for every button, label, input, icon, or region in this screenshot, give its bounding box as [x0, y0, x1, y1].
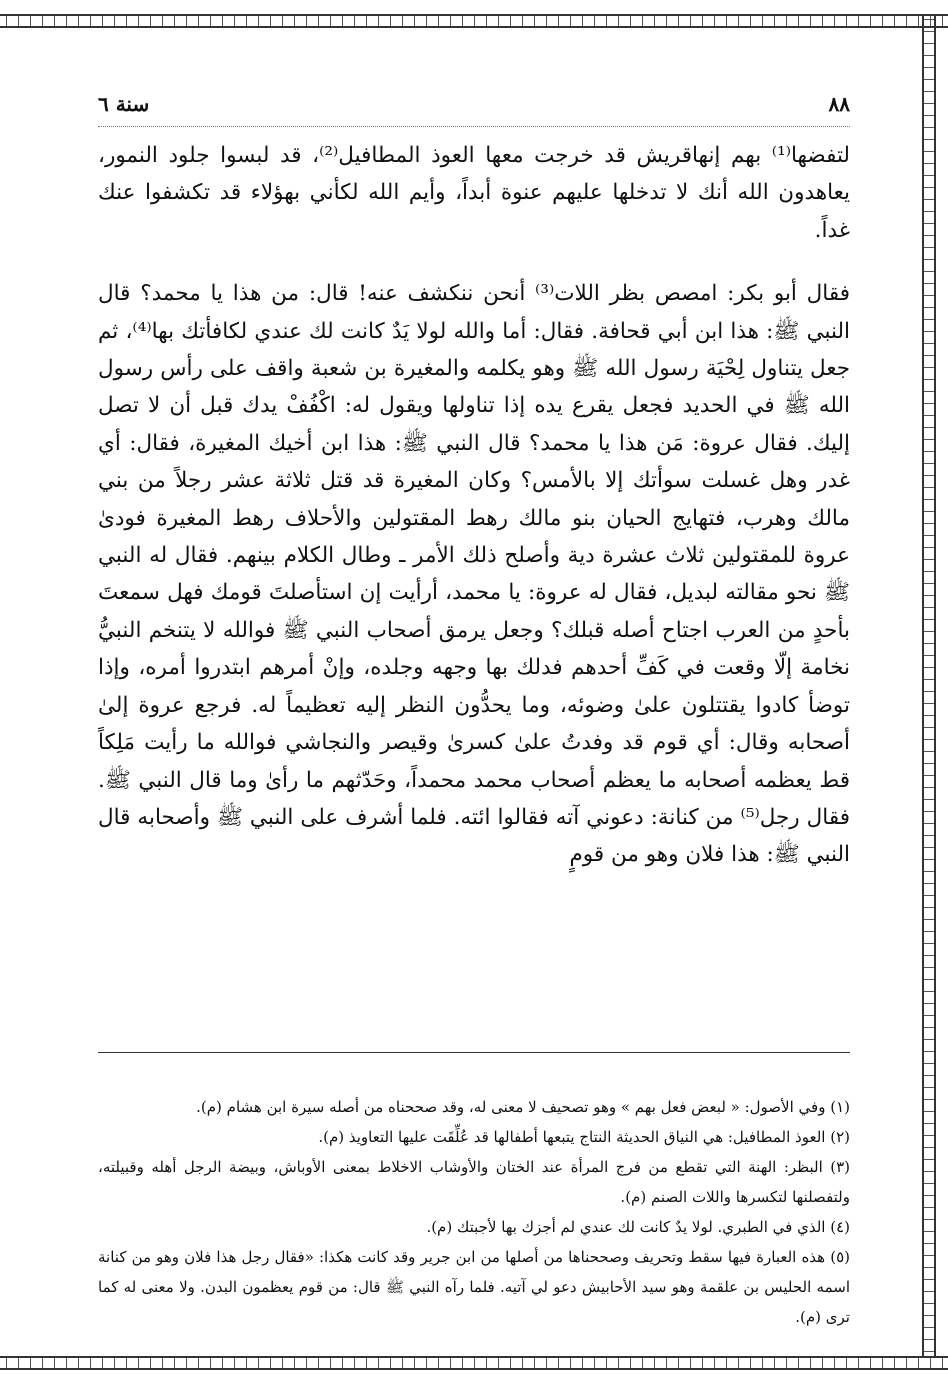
footnote: (٢) العوذ المطافيل: هي النياق الحديثة النتاج يتبعها أطفالها قد عُلِّقَت عليها التعاويذ (م). — [318, 1128, 850, 1146]
page-border-top — [0, 14, 948, 28]
footnote: (٤) الذي في الطبري. لولا يدٌ كانت لك عندي لم أجزك بها لأجبتك (م). — [426, 1218, 850, 1236]
footnote: (٣) البظر: الهنة التي تقطع من فرج المرأة عند الختان والأوشاب الاخلاط بمعنى الأوباش، وبيضة الرجل أهله وقبيلته، ولتفصلنها لتكسرها واللات الصنم (م). — [98, 1158, 850, 1206]
footnote: (١) وفي الأصول: « لبعض فعل بهم » وهو تصحيف لا معنى له، وقد صححناه من أصله سيرة ابن هشام (م). — [196, 1098, 850, 1116]
page-header — [98, 92, 850, 127]
page-border-bottom — [0, 1356, 948, 1370]
running-title: سنة ٦ — [98, 92, 150, 116]
page-number: ٨٨ — [828, 92, 850, 116]
page-content — [98, 92, 850, 1326]
paragraph: فقال أبو بكر: امصص بظر اللات⁽³⁾ أنحن ننكشف عنه! قال: من هذا يا محمد؟ قال النبي ﷺ: هذا ابن أبي قحافة. فقال: أما والله لولا يَدٌ كانت لك عندي لكافأتك بها⁽⁴⁾، ثم جعل يتناول لِحْيَة رسول الله ﷺ وهو يكلمه والمغيرة بن شعبة واقف على رأس رسول الله ﷺ في الحديد فجعل يقرع يده إذا تناولها ويقول له: اكْفُفْ يدك قبل أن لا تصل إليك. فقال عروة: مَن هذا يا محمد؟ قال النبي ﷺ: هذا ابن أخيك المغيرة، فقال: أي غدر وهل غسلت سوأتك إلا بالأمس؟ وكان المغيرة قد قتل ثلاثة عشر رجلاً من بني مالك وهرب، فتهايج الحيان بنو مالك رهط المقتولين والأحلاف رهط المغيرة فودىٰ عروة للمقتولين ثلاث عشرة دية وأصلح ذلك الأمر ـ وطال الكلام بينهم. فقال له النبي ﷺ نحو مقالته لبديل، فقال له عروة: يا محمد، أرأيت إن استأصلتَ قومك فهل سمعتَ بأحدٍ من العرب اجتاح أصله قبلك؟ وجعل يرمق أصحاب النبي ﷺ فوالله لا يتنخم النبيُّ نخامة إلّا وقعت في كَفِّ أحدهم فدلك بها وجهه وجلده، وإنْ أمرهم ابتدروا أمره، وإذا توضأ كادوا يقتتلون علىٰ وضوئه، وما يحدُّون النظر إليه تعظيماً له. فرجع عروة إلىٰ أصحابه وقال: أي قوم قد وفدتُ علىٰ كسرىٰ وقيصر والنجاشي فوالله ما رأيت مَلِكاً قط يعظمه أصحابه ما يعظم أصحاب محمد محمداً، وحَدّثهم ما رأىٰ وما قال النبي ﷺ. فقال رجل⁽⁵⁾ من كنانة: دعوني آته فقالوا ائته. فلما أشرف على النبي ﷺ وأصحابه قال النبي ﷺ: هذا فلان وهو من قومٍ — [98, 281, 850, 868]
main-text — [98, 137, 850, 874]
footnotes — [98, 1092, 850, 1332]
footnote-separator — [98, 1052, 850, 1053]
paragraph: لتفضها⁽¹⁾ بهم إنهاقريش قد خرجت معها العوذ المطافيل⁽²⁾، قد لبسوا جلود النمور، يعاهدون الله أنك لا تدخلها عليهم عنوة أبداً، وأيم الله لكأني بهؤلاء قد تكشفوا عنك غداً. — [98, 143, 850, 243]
footnote: (٥) هذه العبارة فيها سقط وتحريف وصححناها من أصلها من ابن جرير وقد كانت هكذا: «فقال رجل هذا فلان وهو من كنانة اسمه الحليس بن علقمة وهو سيد الأحابيش دعو لي آتيه. فلما رآه النبي ﷺ قال: من قوم يعظمون البدن. ولا معنى له كما ترى (م). — [98, 1248, 850, 1326]
page-border-right — [922, 14, 936, 1370]
